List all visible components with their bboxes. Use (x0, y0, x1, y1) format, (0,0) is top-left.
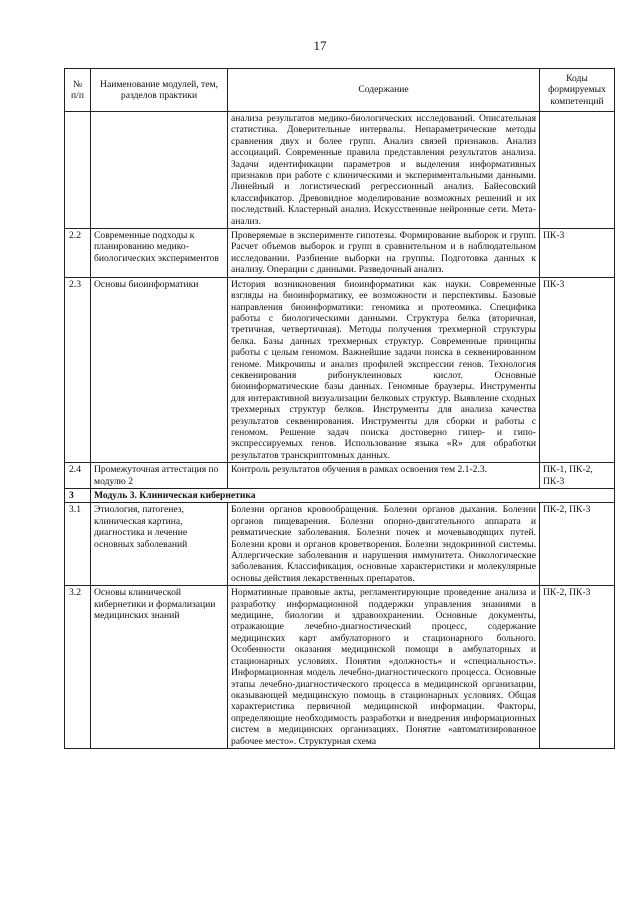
row-name: Современные подходы к планированию медико-биологических экспериментов (91, 229, 228, 278)
table-row (65, 112, 615, 229)
table-row (65, 503, 615, 586)
row-name (91, 112, 228, 229)
row-num: 2.3 (65, 277, 91, 463)
header-name: Наименование модулей, тем, разделов практики (91, 69, 228, 112)
row-codes: ПК-2, ПК-3 (540, 503, 615, 586)
row-num: 2.2 (65, 229, 91, 278)
row-num: 3 (65, 489, 91, 503)
row-name: Основы клинической кибернетики и формализации медицинских знаний (91, 586, 228, 749)
table-row (65, 277, 615, 463)
row-name: Основы биоинформатики (91, 277, 228, 463)
row-num: 3.2 (65, 586, 91, 749)
row-name: Промежуточная аттестация по модулю 2 (91, 463, 228, 489)
row-content: Проверяемые в эксперименте гипотезы. Формирование выборок и групп. Расчет объемов выборок и групп в сравнительном и в наблюдательном исследовании. Разбиение выборки на группы. Подготовка данных к анализу. Операции с данными. Разведочный анализ. (228, 229, 540, 278)
page-number: 17 (313, 38, 327, 53)
table-row (65, 586, 615, 749)
header-codes: Коды формируемых компетенций (540, 69, 615, 112)
row-name: Этиология, патогенез, клиническая картина, диагностика и лечение основных заболеваний (91, 503, 228, 586)
table-row (65, 463, 615, 489)
header-num: № п/п (65, 69, 91, 112)
row-codes: ПК-1, ПК-2, ПК-3 (540, 463, 615, 489)
header-content: Содержание (228, 69, 540, 112)
row-content: Нормативные правовые акты, регламентирующие проведение анализа и разработку информационной поддержки управления знаниями в медицине, биологии и здравоохранении. Основные документы, отражающие лечебно-диагностический процесс, содержание медицинских карт амбулаторного и стационарного больного. Особенности оказания медицинской помощи в амбулаторных и стационарных условиях. Понятия «должность» и «специальность». Информационная модель лечебно-диагностического процесса. Основные этапы лечебно-диагностического процесса в медицинской организации, оказывающей медицинскую помощь в стационарных условиях. Общая характеристика первичной медицинской информации. Факторы, определяющие необходимость разработки и внедрения информационных систем в медицинских организациях. Понятие «автоматизированное рабочее место». Структурная схема (228, 586, 540, 749)
table-row (65, 229, 615, 278)
row-num: 3.1 (65, 503, 91, 586)
row-content: анализа результатов медико-биологических исследований. Описательная статистика. Доверительные интервалы. Непараметрические методы сравнения двух и более групп. Анализ связей признаков. Анализ ассоциаций. Современные правила представления результатов анализа. Задачи идентификации параметров и выделения информативных признаков при работе с клиническими и экспериментальными данными. Линейный и логистический регрессионный анализ. Байесовский классификатор. Древовидное моделирование возможных решений и их последствий. Кластерный анализ. Искусственные нейронные сети. Мета-анализ. (228, 112, 540, 229)
row-codes: ПК-3 (540, 277, 615, 463)
row-codes: ПК-3 (540, 229, 615, 278)
row-codes: ПК-2, ПК-3 (540, 586, 615, 749)
row-content: Контроль результатов обучения в рамках освоения тем 2.1-2.3. (228, 463, 540, 489)
row-num: 2.4 (65, 463, 91, 489)
module-title: Модуль 3. Клиническая кибернетика (91, 489, 615, 503)
curriculum-table (64, 68, 615, 749)
table-header-row (65, 69, 615, 112)
row-content: Болезни органов кровообращения. Болезни органов дыхания. Болезни органов пищеварения. Болезни опорно-двигательного аппарата и ревматические заболевания. Болезни почек и мочевыводящих путей. Болезни крови и органов кроветворения. Болезни эндокринной системы. Аллергические заболевания и нарушения иммунитета. Онкологические заболевания. Классификация, основные характеристики и молекулярные основы действия лекарственных препаратов. (228, 503, 540, 586)
module-row (65, 489, 615, 503)
row-content: История возникновения биоинформатики как науки. Современные взгляды на биоинформатику, ее возможности и перспективы. Базовые направления биоинформатики: геномика и протеомика. Специфика работы с биологическими данными. Структура белка (вторичная, третичная, четвертичная). Методы получения трехмерной структуры белка. Базы данных трехмерных структур. Современные принципы работы с целым геномом. Важнейшие задачи поиска в секвенированном геноме. Микрочипы и анализ профилей экспрессии генов. Технология секвенирования рибонуклеиновых кислот. Основные биоинформатические базы данных. Геномные браузеры. Инструменты для интерактивной визуализации белковых структур. Выявление сходных трехмерных структур белков. Инструменты для анализа качества результатов секвенирования. Инструменты для сборки и работы с геномом. Решение задач поиска достоверно гипер- и гипо-экспрессируемых генов. Использование языка «R» для обработки результатов транскриптомных данных. (228, 277, 540, 463)
row-codes (540, 112, 615, 229)
row-num (65, 112, 91, 229)
